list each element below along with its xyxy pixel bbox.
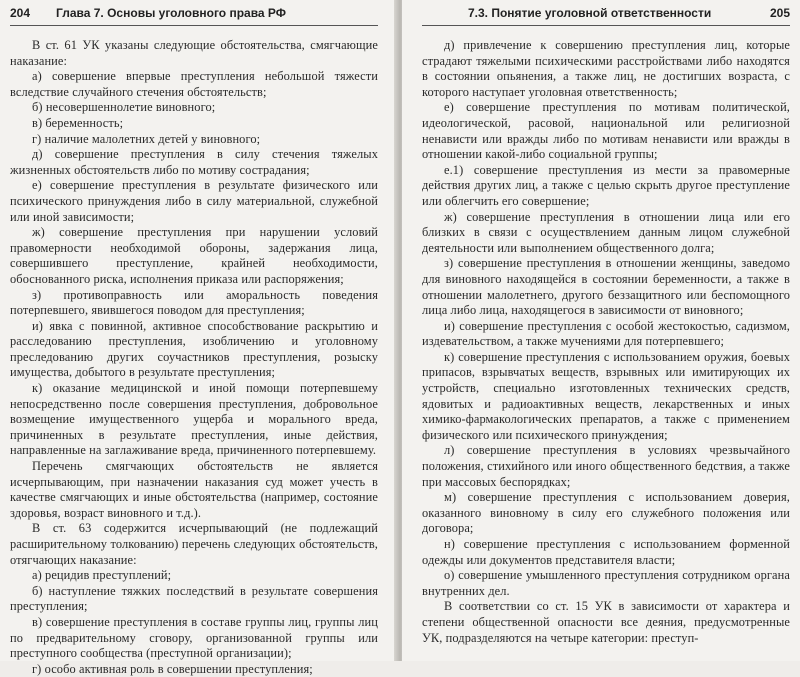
paragraph: г) особо активная роль в совершении преступления; — [32, 661, 313, 676]
paragraph: е) совершение преступления по мотивам политической, идеологической, расовой, национальной или религиозной ненависти или вражды либо по мотивам ненависти или вражды в отношении какой-либо социальной группы; — [422, 100, 790, 162]
paragraph: л) совершение преступления в условиях чрезвычайного положения, стихийного или иного общественного бедствия, а также при массовых беспорядках; — [422, 443, 790, 489]
paragraph: к) совершение преступления с использованием оружия, боевых припасов, взрывчатых веществ, взрывных или имитирующих их устройств, специально изготовленных технических средств, ядовитых и радиоактивных веществ, лекарственных и иных химико-фармакологических препаратов, а также с применением физического или психического принуждения; — [422, 349, 790, 442]
paragraph: о) совершение умышленного преступления сотрудником органа внутренних дел. — [422, 568, 790, 598]
paragraph: в) беременность; — [32, 115, 124, 130]
paragraph: з) совершение преступления в отношении женщины, заведомо для виновного находящейся в состоянии беременности, а также в отношении малолетнего, другого беззащитного или беспомощного лица либо лица, находящегося в зависимости от виновного; — [422, 256, 790, 318]
paragraph: м) совершение преступления с использованием доверия, оказанного виновному в силу его служебного положения или договора; — [422, 490, 790, 536]
paragraph: ж) совершение преступления при нарушении условий правомерности необходимой обороны, задержания лица, совершившего преступление, крайней необходимости, обоснованного риска, исполнения приказа или распоряжения; — [10, 225, 378, 286]
paragraph: В ст. 63 содержится исчерпывающий (не подлежащий расширительному толкованию) перечень следующих обстоятельств, отягчающих наказание: — [10, 521, 378, 567]
paragraph: д) совершение преступления в силу стечения тяжелых жизненных обстоятельств либо по мотиву сострадания; — [10, 147, 378, 177]
paragraph: к) оказание медицинской и иной помощи потерпевшему непосредственно после совершения преступления, добровольное возмещение имущественного ущерба и морального вреда, причиненных в результате преступления, иные действия, направленные на заглаживание вреда, причиненного потерпевшему. — [10, 381, 378, 458]
paragraph: н) совершение преступления с использованием форменной одежды или документов представителя власти; — [422, 537, 790, 567]
paragraph: и) совершение преступления с особой жестокостью, садизмом, издевательством, а также мучениями для потерпевшего; — [422, 318, 790, 349]
paragraph: б) наступление тяжких последствий в результате совершения преступления; — [10, 583, 378, 614]
paragraph: а) совершение впервые преступления небольшой тяжести вследствие случайного стечения обстоятельств; — [10, 69, 378, 99]
left-page-header — [10, 0, 378, 26]
paragraph: ж) совершение преступления в отношении лица или его близких в связи с осуществлением данным лицом служебной деятельности или выполнением общественного долга; — [422, 209, 790, 255]
left-running-head: Глава 7. Основы уголовного права РФ — [56, 5, 287, 20]
paragraph: з) противоправность или аморальность поведения потерпевшего, явившегося поводом для преступления; — [10, 287, 378, 318]
right-page — [402, 0, 800, 661]
paragraph: д) привлечение к совершению преступления лиц, которые страдают тяжелыми психическими расстройствами либо находятся в состоянии опьянения, а также лиц, не достигших возраста, с которого наступает уголовная ответственность; — [422, 38, 790, 99]
paragraph: е.1) совершение преступления из мести за правомерные действия других лиц, а также с целью скрыть другое преступление или облегчить его совершение; — [422, 162, 790, 208]
right-page-header — [422, 0, 790, 26]
right-running-head: 7.3. Понятие уголовной ответственности — [468, 5, 712, 20]
right-page-number: 205 — [769, 5, 790, 20]
paragraph: е) совершение преступления в результате физического или психического принуждения либо в силу материальной, служебной или иной зависимости; — [10, 178, 378, 224]
left-page-text — [10, 38, 378, 677]
paragraph: а) рецидив преступлений; — [32, 568, 172, 583]
left-page — [0, 0, 398, 676]
paragraph: б) несовершеннолетие виновного; — [32, 100, 216, 115]
paragraph: и) явка с повинной, активное способствование раскрытию и расследованию преступления, изобличению и уголовному преследованию других соучастников преступления, розыску имущества, добытого в результате преступления; — [10, 318, 378, 380]
left-page-number: 204 — [10, 5, 31, 20]
paragraph: Перечень смягчающих обстоятельств не является исчерпывающим, при назначении наказания суд может учесть в качестве смягчающих и иные обстоятельства (например, состояние здоровья, возраст виновного и т.д.). — [10, 459, 378, 520]
paragraph: в) совершение преступления в составе группы лиц, группы лиц по предварительному сговору, организованной группы или преступного сообщества (преступной организации); — [10, 614, 378, 661]
paragraph: В ст. 61 УК указаны следующие обстоятельства, смягчающие наказание: — [10, 38, 378, 68]
right-page-text — [422, 38, 790, 646]
paragraph: г) наличие малолетних детей у виновного; — [32, 131, 261, 146]
paragraph: В соответствии со ст. 15 УК в зависимости от характера и степени общественной опасности все деяния, предусмотренные УК, подразделяются на четыре категории: преступ- — [422, 599, 790, 645]
